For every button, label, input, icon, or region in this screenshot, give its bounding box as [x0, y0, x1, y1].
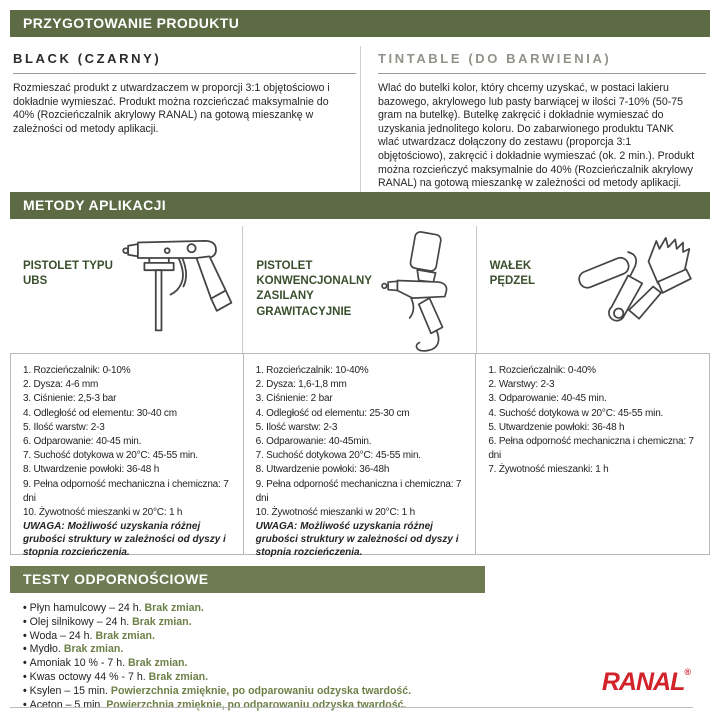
method-cell-roller-brush	[477, 226, 710, 353]
list-item	[23, 699, 710, 713]
method-title: PISTOLET TYPU UBS	[23, 260, 113, 288]
list-item: 6. Pełna odporność mechaniczna i chemiczna: 7 dni	[488, 436, 694, 462]
brand-name: RANAL	[601, 668, 685, 696]
list-item: 7. Suchość dotykowa 20°C: 45-55 min.	[255, 450, 421, 462]
spec-cell-roller-brush	[476, 354, 709, 554]
list-item	[23, 643, 710, 657]
method-cell-ubs	[10, 226, 243, 353]
test-result: Brak zmian.	[95, 629, 155, 642]
tintable-column	[360, 46, 710, 192]
list-item	[23, 602, 710, 616]
list-item: 6. Odparowanie: 40-45 min.	[23, 436, 142, 448]
list-item: 10. Żywotność mieszanki w 20°C: 1 h	[23, 507, 183, 519]
test-result: Powierzchnia zmięknie, po odparowaniu odzyska twardość.	[110, 684, 412, 697]
test-result: Brak zmian.	[148, 670, 209, 683]
test-substance: Amoniak 10 % - 7 h.	[29, 657, 128, 670]
methods-spec-table	[10, 353, 710, 559]
list-item: 2. Warstwy: 2-3	[488, 379, 555, 391]
list-item: 4. Suchość dotykowa w 20°C: 45-55 min.	[488, 407, 664, 419]
roller-brush-icon	[576, 226, 710, 353]
test-result: Brak zmian.	[128, 657, 188, 670]
methods-icon-row	[10, 226, 710, 353]
ubs-spray-gun-icon	[120, 226, 242, 353]
list-item: 3. Ciśnienie: 2,5-3 bar	[23, 393, 117, 405]
black-heading: BLACK (CZARNY)	[13, 51, 162, 66]
list-item: 4. Odległość od elementu: 30-40 cm	[23, 407, 177, 419]
method-title: WAŁEK PĘDZEL	[489, 260, 536, 288]
heading-rule	[378, 73, 706, 74]
list-item: 3. Odparowanie: 40-45 min.	[488, 393, 607, 405]
list-item: 1. Rozcieńczalnik: 10-40%	[255, 365, 369, 376]
tintable-heading: TINTABLE (DO BARWIENIA)	[378, 51, 612, 66]
list-item: 5. Ilość warstw: 2-3	[255, 421, 338, 433]
list-item: 5. Ilość warstw: 2-3	[23, 421, 105, 433]
list-item: 2. Dysza: 4-6 mm	[23, 379, 99, 391]
preparation-columns	[10, 46, 710, 192]
section-header-methods: METODY APLIKACJI	[10, 192, 710, 219]
spec-list-gravity	[256, 364, 468, 520]
list-item: 10. Żywotność mieszanki w 20°C: 1 h	[255, 507, 415, 519]
ubs-note: UWAGA: Możliwość uzyskania różnej grubości struktury w zależności od dyszy i stopnia rozcieńczenia.	[23, 521, 226, 559]
list-item: 1. Rozcieńczalnik: 0-40%	[488, 365, 596, 376]
test-substance: Płyn hamulcowy – 24 h.	[29, 602, 145, 614]
test-substance: Kwas octowy 44 % - 7 h.	[29, 670, 149, 683]
spec-list-roller-brush	[488, 364, 701, 478]
footer-rule	[10, 707, 693, 708]
list-item: 6. Odparowanie: 40-45min.	[255, 436, 372, 448]
test-substance: Mydło.	[29, 643, 64, 656]
list-item: 1. Rozcieńczalnik: 0-10%	[23, 365, 131, 376]
list-item: 4. Odległość od elementu: 25-30 cm	[255, 407, 410, 419]
test-substance: Ksylen – 15 min.	[29, 684, 111, 697]
method-title: PISTOLET KONWENCJONALNY ZASILANY GRAWITACYJNIE	[256, 260, 372, 318]
list-item: 3. Ciśnienie: 2 bar	[255, 393, 333, 405]
list-item: 7. Suchość dotykowa w 20°C: 45-55 min.	[23, 450, 198, 462]
list-item: 8. Utwardzenie powłoki: 36-48h	[255, 464, 390, 476]
test-result: Brak zmian.	[144, 602, 204, 614]
list-item	[23, 616, 710, 630]
section-header-tests: TESTY ODPORNOŚCIOWE	[10, 566, 485, 593]
list-item: 9. Pełna odporność mechaniczna i chemiczna: 7 dni	[23, 478, 229, 504]
black-instructions: Rozmieszać produkt z utwardzaczem w proporcji 3:1 objętościowo i dokładnie wymieszać. Produkt można rozcieńczać maksymalnie do 40% (Rozcieńczalnik akrylowy RANAL) na gotową mieszankę w zależności od metody aplikacji.	[13, 82, 330, 135]
gravity-spray-gun-icon	[361, 226, 475, 353]
list-item: 2. Dysza: 1,6-1,8 mm	[255, 379, 347, 391]
list-item: 9. Pełna odporność mechaniczna i chemiczna: 7 dni	[255, 478, 462, 504]
test-substance: Woda – 24 h.	[29, 629, 96, 642]
black-column	[10, 46, 360, 192]
heading-rule	[13, 73, 356, 74]
list-item: 5. Utwardzenie powłoki: 36-48 h	[488, 421, 625, 433]
list-item: 8. Utwardzenie powłoki: 36-48 h	[23, 464, 160, 476]
spec-cell-ubs	[11, 354, 244, 559]
test-result: Brak zmian.	[132, 615, 192, 628]
section-header-preparation: PRZYGOTOWANIE PRODUKTU	[10, 10, 710, 37]
test-result: Powierzchnia zmięknie, po odparowaniu odzyska twardość.	[106, 698, 407, 711]
ranal-logo	[601, 667, 690, 696]
spec-cell-gravity	[244, 354, 477, 559]
test-result: Brak zmian.	[63, 643, 124, 656]
gravity-note: UWAGA: Możliwość uzyskania różnej grubości struktury w zależności od dyszy i stopnia rozcieńczenia.	[255, 521, 459, 559]
list-item	[23, 630, 710, 644]
registered-mark: ®	[684, 667, 690, 677]
test-substance: Olej silnikowy – 24 h.	[29, 615, 133, 628]
tintable-instructions: Wlać do butelki kolor, który chcemy uzyskać, w postaci lakieru bazowego, akrylowego lub pasty barwiącej w ilości 7-10% (50-75 gram na butelkę). Butelkę zakręcić i dokładnie wymieszać do uzyskania jednolitego koloru. Do zabarwionego produktu TANK wlać utwardzacz dołączony do zestawu (proporcja 3:1 objętościowo), zakręcić i dokładnie wymieszać (ok. 2 min.). Produkt można rozcieńczyć maksymalnie do 40% (Rozcieńczalnik akrylowy RANAL) na gotową mieszankę w zależności od metody aplikacji.	[378, 82, 695, 190]
method-cell-gravity	[243, 226, 476, 353]
test-substance: Aceton – 5 min.	[29, 698, 107, 711]
list-item: 7. Żywotność mieszanki: 1 h	[488, 464, 609, 476]
spec-list-ubs	[23, 364, 235, 520]
